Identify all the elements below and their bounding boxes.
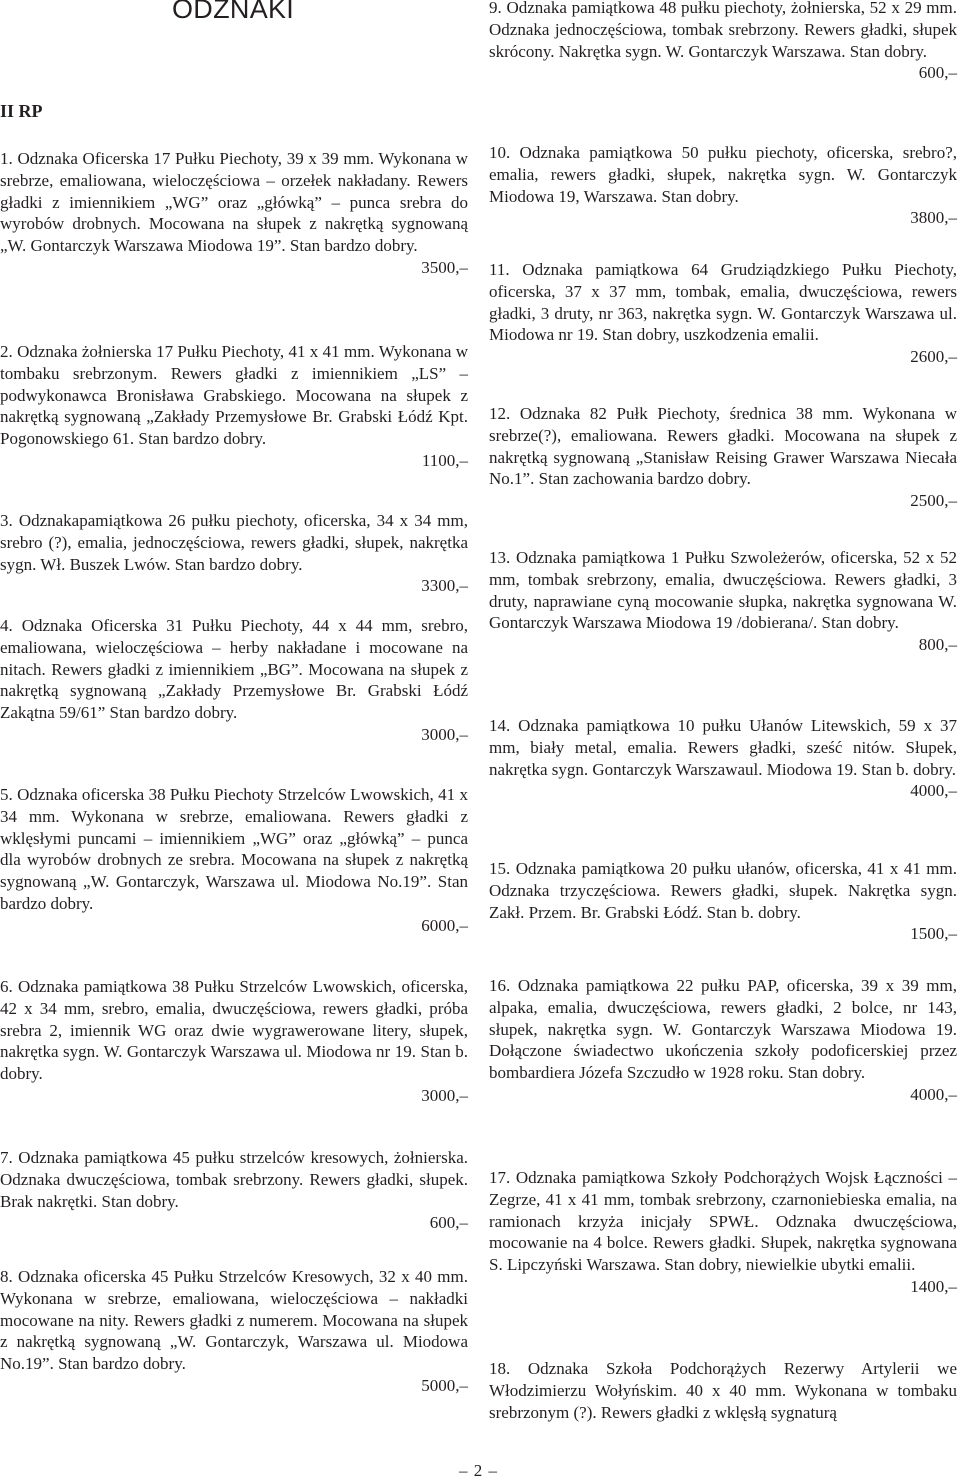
catalog-entry [489, 858, 957, 945]
entry-description: 17. Odznaka pamiątkowa Szkoły Podchorążych Wojsk Łączności – Zegrze, 41 x 41 mm, tombak srebrzony, czarnoniebieska emalia, na ramionach krzyża inicjały SPWŁ. Odznaka dwuczęściowa, mocowanie na 4 bolce. Rewers gładki. Słupek, nakrętka sygnowana S. Lipczyński Warszawa. Stan dobry, niewielkie ubytki emalii. [489, 1168, 957, 1275]
entry-description: 4. Odznaka Oficerska 31 Pułku Piechoty, 44 x 44 mm, srebro, emaliowana, wieloczęściowa – herby nakładane i mocowane na nitach. Rewers gładki z imiennikiem „BG”. Mocowana na słupek z nakrętką sygnowaną „Zakłady Przemysłowe Br. Grabski Łódź Zakątna 59/61” Stan bardzo dobry. [0, 616, 468, 723]
entry-description: 9. Odznaka pamiątkowa 48 pułku piechoty, żołnierska, 52 x 29 mm. Odznaka jednoczęściowa, tombak srebrzony. Rewers gładki, słupek skrócony. Nakrętka sygn. W. Gontarczyk Warszawa. Stan dobry. [489, 0, 957, 61]
entry-price: 3500,– [421, 257, 468, 277]
entry-description: 16. Odznaka pamiątkowa 22 pułku PAP, oficerska, 39 x 39 mm, alpaka, emalia, dwuczęściowa, rewers gładki, 2 bolce, nr 143, słupek, nakrętka sygn. W. Gontarczyk Warszawa Miodowa 19. Dołączone świadectwo ukończenia szkoły podoficerskiej przez bombardiera Józefa Szczudło w 1928 roku. Stan dobry. [489, 976, 957, 1083]
entry-description: 1. Odznaka Oficerska 17 Pułku Piechoty, 39 x 39 mm. Wykonana w srebrze, emaliowana, wieloczęściowa – orzełek nakładany. Rewers gładki z imiennikiem „WG” oraz „główką” – punca srebra do wyrobów drobnych. Mocowana na słupek z nakrętką sygnowaną „W. Gontarczyk Warszawa Miodowa 19”. Stan bardzo dobry. [0, 149, 468, 256]
entry-price: 1500,– [910, 924, 957, 944]
entry-price: 800,– [918, 635, 957, 655]
catalog-entry [0, 148, 468, 279]
catalog-entry [489, 975, 957, 1106]
catalog-entry [489, 403, 957, 512]
entry-price: 600,– [918, 63, 957, 83]
entry-price: 3000,– [421, 724, 468, 744]
entry-description: 11. Odznaka pamiątkowa 64 Grudziądzkiego Pułku Piechoty, oficerska, 37 x 37 mm, tombak, emalia, dwuczęściowa, rewers gładki, 3 druty, nr 363, nakrętka sygn. W. Gontarczyk Warszawa ul. Miodowa nr 19. Stan dobry, uszkodzenia emalii. [489, 260, 957, 345]
catalog-entry [0, 615, 468, 746]
entry-description: 10. Odznaka pamiątkowa 50 pułku piechoty, oficerska, srebro?, emalia, rewers gładki, słupek, nakrętka sygn. W. Gontarczyk Miodowa 19, Warszawa. Stan dobry. [489, 143, 957, 206]
entry-price: 4000,– [910, 1084, 957, 1104]
entry-price: 600,– [429, 1213, 468, 1233]
catalog-entry [489, 142, 957, 229]
entry-price: 3800,– [910, 208, 957, 228]
section-label: II RP [0, 101, 43, 121]
entry-price: 2500,– [910, 491, 957, 511]
entry-description: 12. Odznaka 82 Pułk Piechoty, średnica 38 mm. Wykonana w srebrze(?), emaliowana. Rewers gładki. Mocowana na słupek z nakrętką sygnowaną „Stanisław Reising Grawer Warszawa Niecała No.1”. Stan zachowania bardzo dobry. [489, 404, 957, 489]
catalog-entry [489, 715, 957, 802]
entry-description: 6. Odznaka pamiątkowa 38 Pułku Strzelców Lwowskich, oficerska, 42 x 34 mm, srebro, emalia, dwuczęściowa, rewers gładki, próba srebra 2, imiennik WG oraz dwie wygrawerowane litery, słupek, nakrętka sygn. W. Gontarczyk Warszawa ul. Miodowa nr 19. Stan b. dobry. [0, 977, 468, 1084]
entry-description: 14. Odznaka pamiątkowa 10 pułku Ułanów Litewskich, 59 x 37 mm, biały metal, emalia. Rewers gładki, sześć nitów. Słupek, nakrętka sygn. Gontarczyk Warszawaul. Miodowa 19. Stan b. dobry. [489, 716, 957, 779]
entry-description: 15. Odznaka pamiątkowa 20 pułku ułanów, oficerska, 41 x 41 mm. Odznaka trzyczęściowa. Rewers gładki, słupek. Nakrętka sygn. Zakł. Przem. Br. Grabski Łódź. Stan b. dobry. [489, 859, 957, 922]
page-number: – 2 – [459, 1461, 498, 1480]
catalog-entry [0, 976, 468, 1107]
catalog-entry [489, 1167, 957, 1298]
entry-description: 18. Odznaka Szkoła Podchorążych Rezerwy Artylerii we Włodzimierzu Wołyńskim. 40 x 40 mm. Wykonana w tombaku srebrzonym (?). Rewers gładki z wklęsłą sygnaturą [489, 1359, 957, 1422]
entry-price: 6000,– [421, 915, 468, 935]
catalog-entry [0, 341, 468, 472]
catalog-entry [489, 547, 957, 656]
catalog-entry [489, 1358, 957, 1423]
entry-price: 5000,– [421, 1375, 468, 1395]
entry-description: 2. Odznaka żołnierska 17 Pułku Piechoty, 41 x 41 mm. Wykonana w tombaku srebrzonym. Rewers gładki z imiennikiem „LS” – podwykonawca Bronisława Grabskiego. Mocowana na słupek z nakrętką sygnowaną „Zakłady Przemysłowe Br. Grabski Łódź Kpt. Pogonowskiego 61. Stan bardzo dobry. [0, 342, 468, 449]
entry-description: 7. Odznaka pamiątkowa 45 pułku strzelców kresowych, żołnierska. Odznaka dwuczęściowa, tombak srebrzony. Rewers gładki, słupek. Brak nakrętki. Stan dobry. [0, 1148, 468, 1211]
catalog-entry [0, 510, 468, 597]
entry-price: 4000,– [910, 781, 957, 801]
entry-price: 3300,– [421, 576, 468, 596]
page-heading: ODZNAKI [172, 0, 295, 24]
entry-price: 1400,– [910, 1276, 957, 1296]
entry-description: 8. Odznaka oficerska 45 Pułku Strzelców Kresowych, 32 x 40 mm. Wykonana w srebrze, emaliowana, wieloczęściowa – nakładki mocowane na nity. Rewers gładki z numerem. Mocowana na słupek z nakrętką sygnowaną „W. Gontarczyk, Warszawa ul. Miodowa No.19”. Stan bardzo dobry. [0, 1267, 468, 1374]
catalog-entry [0, 784, 468, 937]
entry-description: 5. Odznaka oficerska 38 Pułku Piechoty Strzelców Lwowskich, 41 x 34 mm. Wykonana w srebrze, emaliowana. Rewers gładki z wklęsłymi puncami – imiennikiem „WG” oraz „główką” – punca dla wyrobów drobnych ze srebra. Mocowana na słupek z nakrętką sygnowaną „W. Gontarczyk, Warszawa ul. Miodowa No.19”. Stan bardzo dobry. [0, 785, 468, 913]
entry-description: 3. Odznakapamiątkowa 26 pułku piechoty, oficerska, 34 x 34 mm, srebro (?), emalia, jednoczęściowa, rewers gładki, słupek, nakrętka sygn. Wł. Buszek Lwów. Stan bardzo dobry. [0, 511, 468, 574]
entry-price: 3000,– [421, 1085, 468, 1105]
entry-price: 2600,– [910, 347, 957, 367]
catalog-entry [0, 1266, 468, 1397]
entry-price: 1100,– [421, 450, 468, 470]
entry-description: 13. Odznaka pamiątkowa 1 Pułku Szwoleżerów, oficerska, 52 x 52 mm, tombak srebrzony, emalia, dwuczęściowa. Rewers gładki, 3 druty, naprawiane cyną mocowanie słupka, nakrętka sygnowana W. Gontarczyk Warszawa Miodowa 19 /dobierana/. Stan dobry. [489, 548, 957, 633]
catalog-entry [489, 0, 957, 84]
catalog-entry [0, 1147, 468, 1234]
catalog-entry [489, 259, 957, 368]
